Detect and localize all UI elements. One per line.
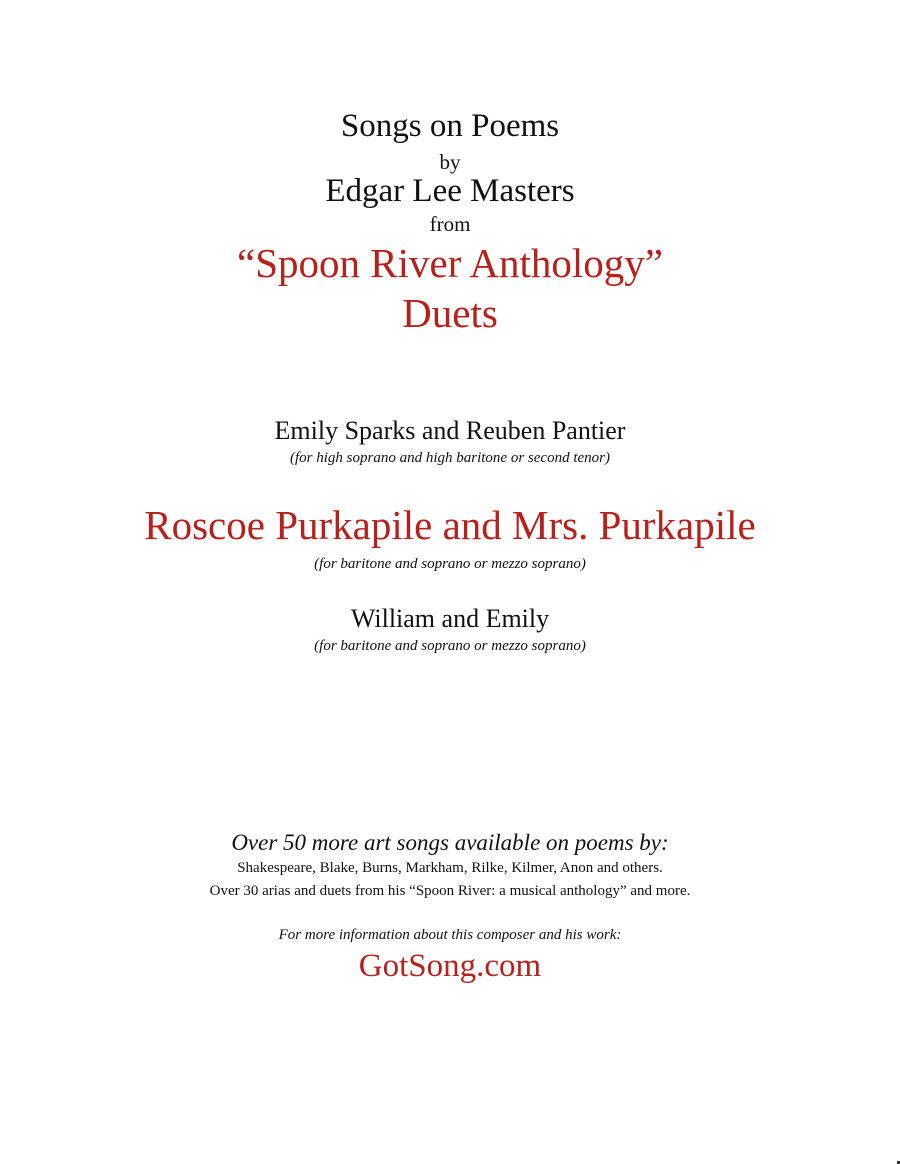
- collection-title: “Spoon River Anthology”: [237, 240, 663, 286]
- from-line: from: [429, 212, 471, 236]
- song-title-roscoe-purkapile: Roscoe Purkapile and Mrs. Purkapile: [144, 502, 756, 548]
- song-voicing-roscoe-purkapile: (for baritone and soprano or mezzo soprano): [314, 556, 586, 572]
- song-title-william-and-emily: William and Emily: [350, 604, 550, 633]
- promo-info-text: For more information about this composer and his work:: [278, 927, 622, 943]
- promo-arias-note: Over 30 arias and duets from his “Spoon River: a musical anthology” and more.: [209, 883, 691, 899]
- collection-subtitle: Duets: [402, 290, 498, 336]
- song-voicing-emily-sparks: (for high soprano and high baritone or second tenor): [290, 450, 610, 466]
- by-line: by: [439, 150, 461, 174]
- song-voicing-william-and-emily: (for baritone and soprano or mezzo soprano): [314, 638, 586, 654]
- promo-poets-list: Shakespeare, Blake, Burns, Markham, Rilke, Kilmer, Anon and others.: [237, 860, 663, 876]
- promo-headline: Over 50 more art songs available on poems by:: [231, 830, 669, 855]
- author-name: Edgar Lee Masters: [325, 173, 575, 209]
- song-title-emily-sparks: Emily Sparks and Reuben Pantier: [274, 416, 626, 445]
- title-line: Songs on Poems: [340, 108, 560, 144]
- website-link[interactable]: GotSong.com: [358, 948, 542, 984]
